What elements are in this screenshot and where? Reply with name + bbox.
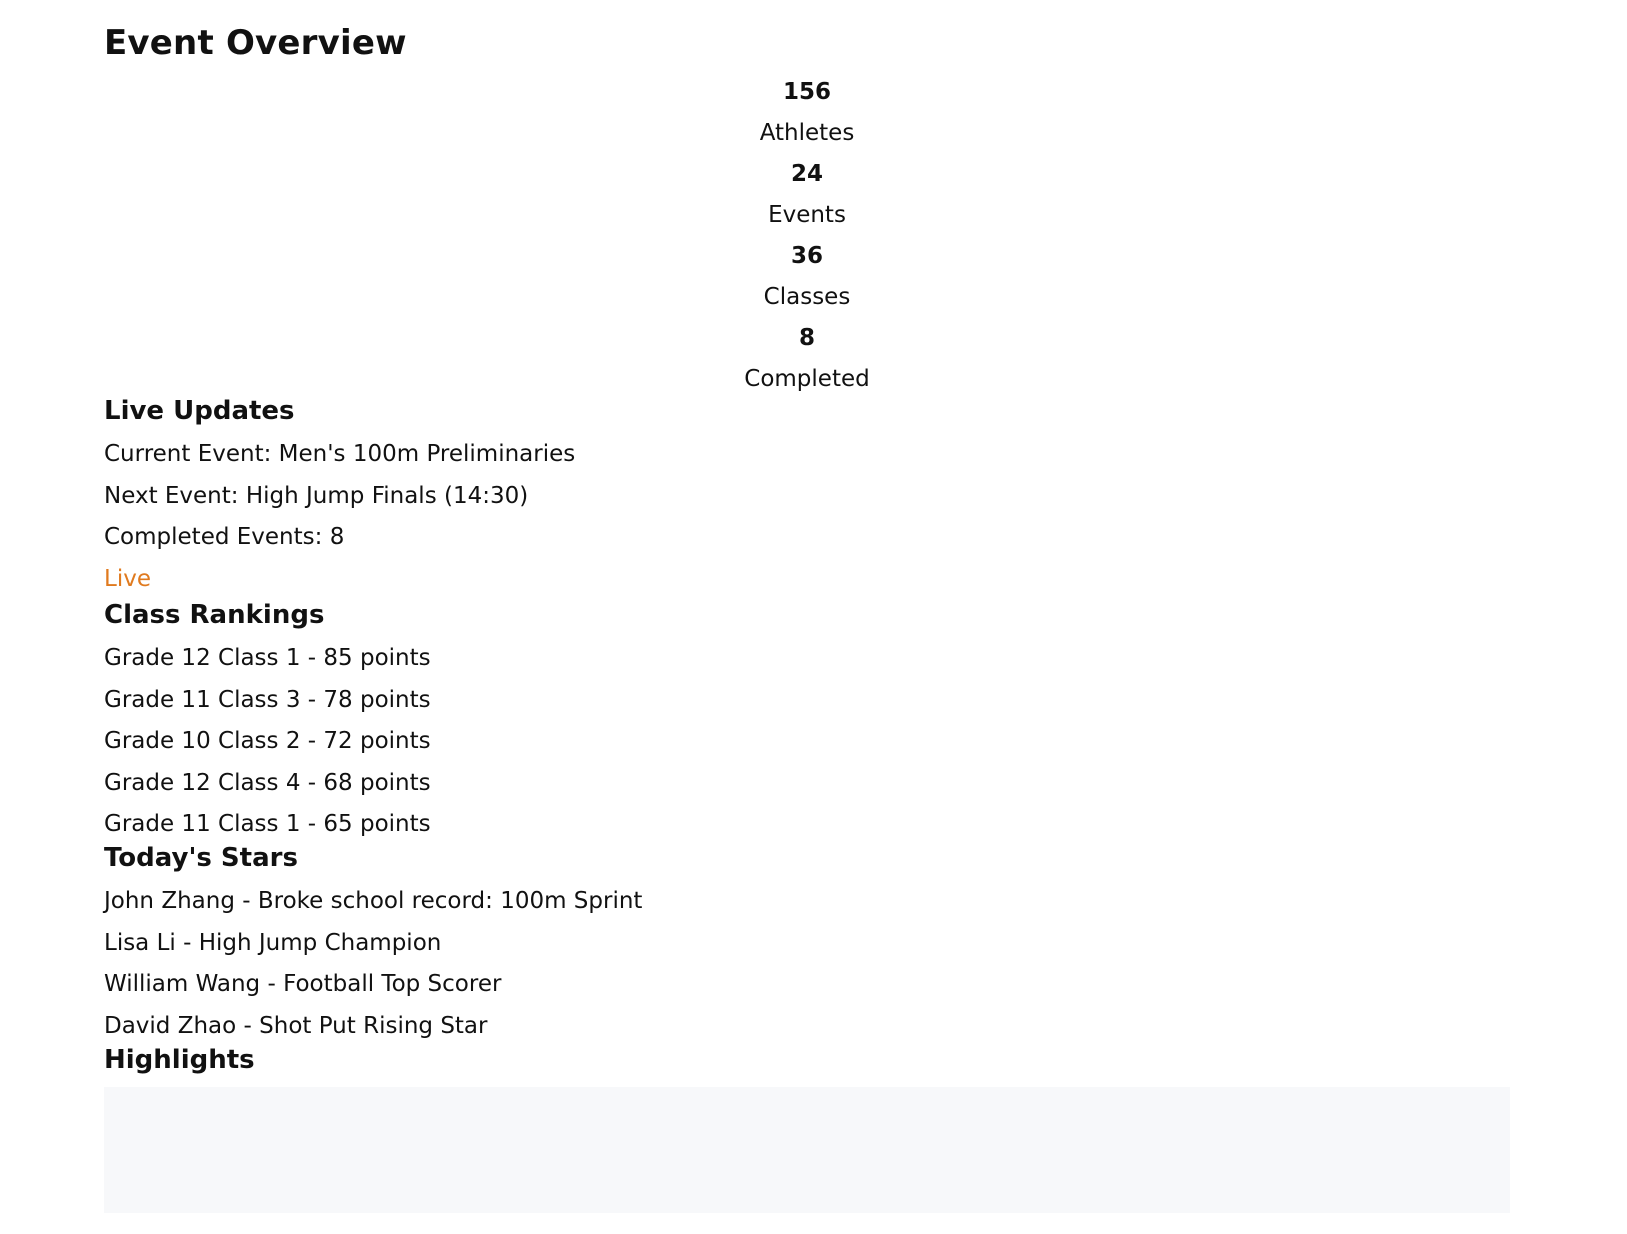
stat-value: 156 [782,79,831,105]
stat-value: 24 [790,161,823,187]
ranking-item: Grade 12 Class 4 - 68 points [104,769,431,796]
ranking-item: Grade 10 Class 2 - 72 points [104,728,431,754]
class-rankings-heading: Class Rankings [104,600,325,630]
todays-stars-heading: Today's Stars [104,843,298,873]
live-updates-section [104,388,1510,600]
live-updates-heading: Live Updates [104,396,295,426]
stat-label: Completed [744,366,870,392]
stat-events [104,154,1510,236]
highlights-section [104,1037,1510,1213]
stat-value: 8 [798,325,815,351]
highlights-panel [104,1087,1510,1213]
ranking-item: Grade 12 Class 1 - 85 points [104,645,431,671]
todays-stars-section [104,835,1510,1047]
star-item: David Zhao - Shot Put Rising Star [104,1012,488,1039]
page-title: Event Overview [104,23,407,63]
stat-classes [104,236,1510,318]
highlights-heading: Highlights [104,1045,255,1075]
stat-value: 36 [790,243,823,269]
stat-label: Athletes [759,120,855,146]
ranking-item: Grade 11 Class 1 - 65 points [104,811,431,837]
class-rankings-section [104,592,1510,846]
stat-label: Classes [763,284,851,310]
star-item: William Wang - Football Top Scorer [104,971,502,997]
stat-label: Events [768,202,846,228]
next-event-text: Next Event: High Jump Finals (14:30) [104,482,529,509]
stat-athletes [104,72,1510,154]
star-item: John Zhang - Broke school record: 100m Sprint [104,888,643,914]
live-status-badge: Live [104,565,151,592]
stats-panel [104,72,1510,400]
star-item: Lisa Li - High Jump Champion [104,929,442,956]
ranking-item: Grade 11 Class 3 - 78 points [104,686,431,713]
completed-events-text: Completed Events: 8 [104,524,345,550]
current-event-text: Current Event: Men's 100m Preliminaries [104,441,576,467]
